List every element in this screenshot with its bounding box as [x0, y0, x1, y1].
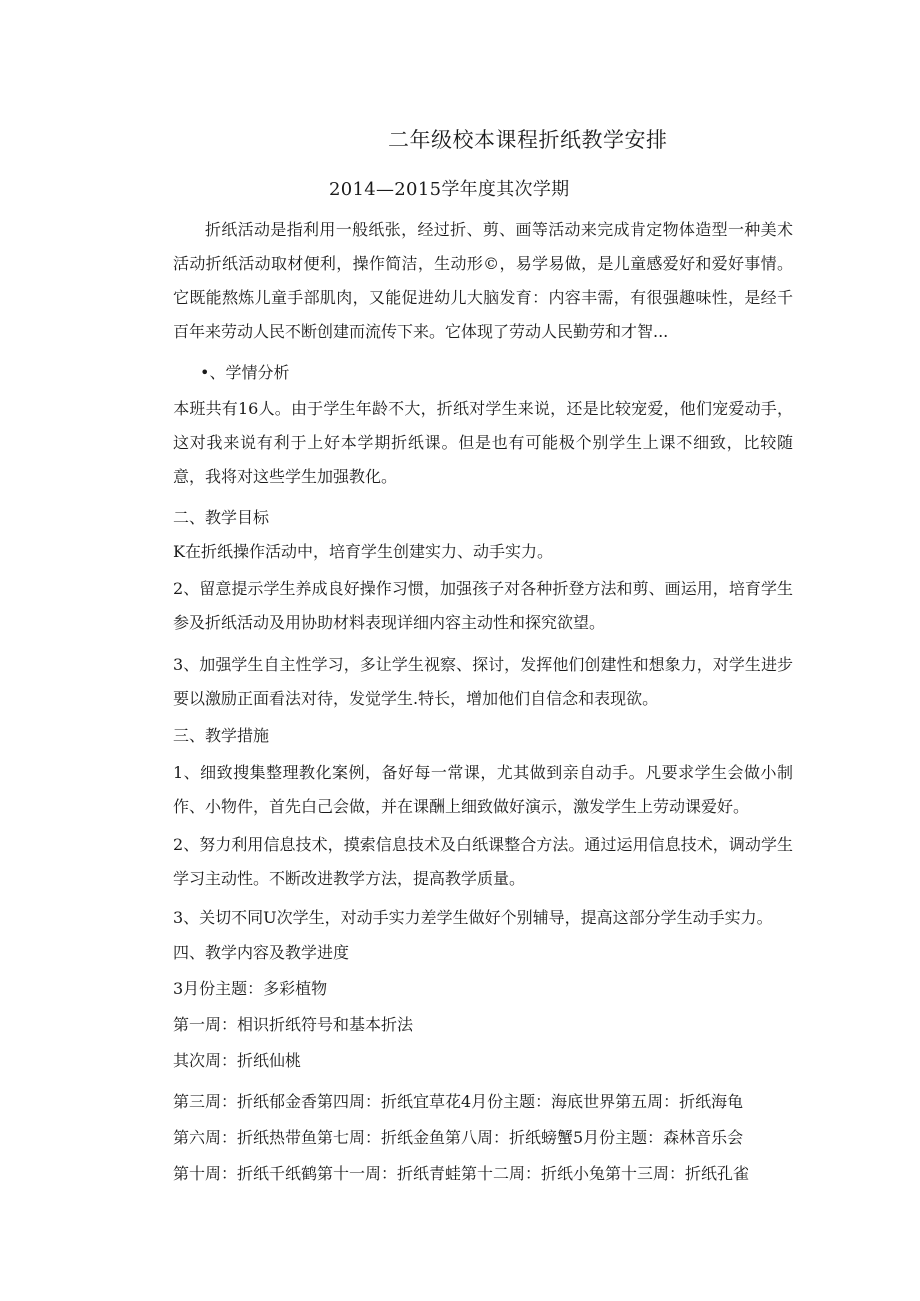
- intro-paragraph: 折纸活动是指利用一般纸张，经过折、剪、画等活动来完成肯定物体造型一种美术活动折纸活动取材便利，操作简洁，生动形©，易学易做，是儿童感爱好和爱好事情。它既能熬炼儿童手部肌肉，又能促进幼儿大脑发育：内容丰需，有很强趣味性，是经千百年来劳动人民不断创建而流传下来。它体现了劳动人民勤劳和才智...: [173, 220, 793, 341]
- section3-heading: 三、教学措施: [173, 726, 270, 745]
- schedule-line: 第六周：折纸热带鱼第七周：折纸金鱼第八周：折纸螃蟹5月份主题：森林音乐会: [173, 1128, 744, 1147]
- section1-heading: •、学情分析: [200, 363, 290, 382]
- section3-item-1: 1、细致搜集整理教化案例，备好每一常课，尤其做到亲自动手。凡要求学生会做小制作、小物件，首先白己会做，并在课酬上细致做好演示，激发学生上劳动课爱好。: [173, 763, 793, 816]
- document-subtitle: 2014—2015学年度其次学期: [329, 179, 570, 200]
- section2-heading: 二、教学目标: [173, 508, 270, 527]
- schedule-line: 第十周：折纸千纸鹤第十一周：折纸青蛙第十二周：折纸小兔第十三周：折纸孔雀: [173, 1164, 750, 1183]
- section2-item-2: 2、留意提示学生养成良好操作习惯，加强孩子对各种折登方法和剪、画运用，培育学生参及折纸活动及用协助材料表现详细内容主动性和探究欲望。: [173, 579, 793, 632]
- schedule-line: 3月份主题：多彩植物: [173, 979, 328, 998]
- document-title: 二年级校本课程折纸教学安排: [388, 128, 668, 152]
- section1-text: 本班共有16人。由于学生年龄不大，折纸对学生来说，还是比较宠爱，他们宠爱动手，这对我来说有利于上好本学期折纸课。但是也有可能极个别学生上课不细致，比较随意，我将对这些学生加强教化。: [173, 399, 793, 486]
- schedule-line: 其次周：折纸仙桃: [173, 1051, 302, 1070]
- schedule-line: 第三周：折纸郁金香第四周：折纸宜草花4月份主题：海底世界第五周：折纸海龟: [173, 1092, 744, 1111]
- section2-item-1: K在折纸操作活动中，培育学生创建实力、动手实力。: [173, 542, 553, 561]
- section1-body: [173, 392, 793, 494]
- section2-item-3: 3、加强学生自主性学习，多让学生视察、探讨，发挥他们创建性和想象力，对学生进步要以激励正面看法对待，发觉学生.特长，增加他们自信念和表现欲。: [173, 655, 793, 708]
- schedule-line: 第一周：相识折纸符号和基本折法: [173, 1015, 414, 1034]
- section3-item-2: 2、努力利用信息技术，摸索信息技术及白纸课整合方法。通过运用信息技术，调动学生学习主动性。不断改进教学方法，提高教学质量。: [173, 835, 793, 888]
- section4-heading: 四、教学内容及教学进度: [173, 943, 350, 962]
- section3-item-3: 3、关切不同U次学生，对动手实力差学生做好个别辅导，提高这部分学生动手实力。: [173, 908, 773, 927]
